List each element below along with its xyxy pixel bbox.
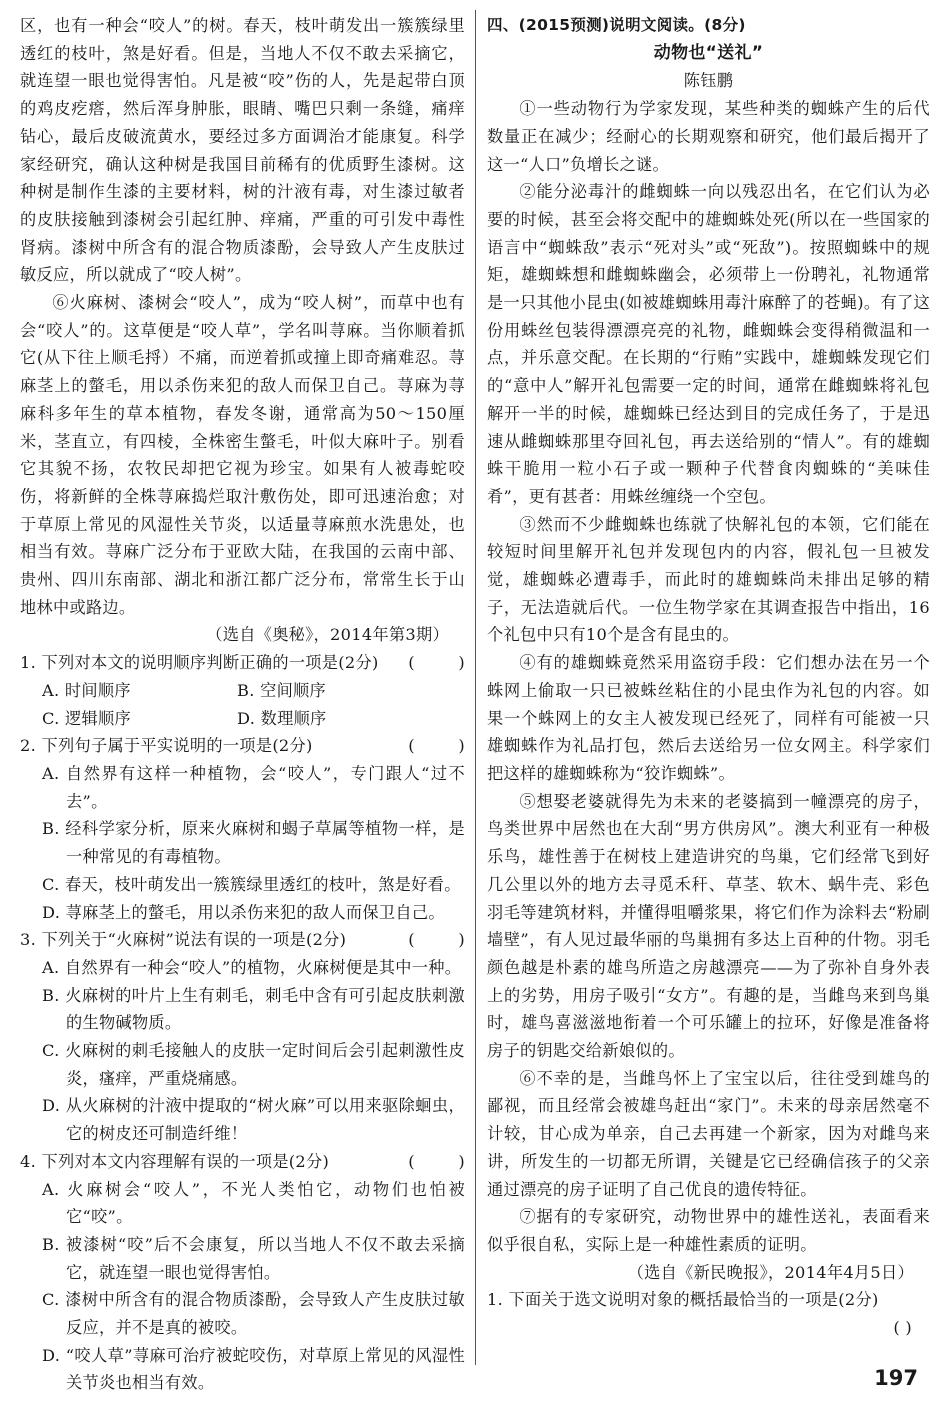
article-author: 陈钰鹏: [683, 71, 734, 91]
question-3-text: 3. 下列关于“火麻树”说法有误的一项是(2分): [20, 930, 347, 950]
question-1-text: 1. 下面关于选文说明对象的概括最恰当的一项是(2分): [487, 1290, 879, 1310]
option: C. 春天，枝叶萌发出一簇簇绿里透红的枝叶，煞是好看。: [42, 874, 461, 894]
question-3: [20, 926, 465, 954]
question-2-text: 2. 下列句子属于平实说明的一项是(2分): [20, 736, 313, 756]
paragraph-7: ⑦据有的专家研究，动物世界中的雄性送礼，表面看来似乎很自私，实际上是一种雄性素质的证明。: [487, 1207, 930, 1254]
answer-blank: ( ): [408, 736, 465, 756]
source-citation: （选自《新民晚报》，2014年4月5日）: [627, 1262, 914, 1282]
option: B. 经科学家分析，原来火麻树和蝎子草属等植物一样，是一种常见的有毒植物。: [42, 819, 465, 867]
question-4: [20, 1148, 465, 1176]
question-1-text: 1. 下列对本文的说明顺序判断正确的一项是(2分): [20, 653, 379, 673]
question-1-options-row-2: [20, 705, 465, 733]
paragraph-6: ⑥不幸的是，当雌鸟怀上了宝宝以后，往往受到雄鸟的鄙视，而且经常会被雄鸟赶出“家门”。未来的母亲居然毫不计较，甘心成为单亲，自己去再建一个新家，因为对雌鸟来讲，所发生的一切都无所谓，关键是它已经确信孩子的父亲通过漂亮的房子证明了自己优良的遗传特征。: [487, 1068, 930, 1199]
source-citation: （选自《奥秘》，2014年第3期）: [206, 625, 449, 645]
option: B. 空间顺序: [237, 680, 327, 700]
question-2: [20, 732, 465, 760]
left-column: [20, 12, 465, 1397]
right-column: [487, 12, 930, 1342]
paragraph-4: ④有的雄蜘蛛竟然采用盗窃手段：它们想办法在另一个蛛网上偷取一只已被蛛丝粘住的小昆虫作为礼包的内容。如果一个蛛网上的女主人被发现已经死了，同样有可能被一只雄蜘蛛作为礼品打包，然后去送给另一位女网主。科学家们把这样的雄蜘蛛称为“狡诈蜘蛛”。: [487, 653, 930, 783]
option: A. 自然界有这样一种植物，会“咬人”，专门跟人“过不去”。: [42, 763, 465, 811]
option: C. 漆树中所含有的混合物质漆酚，会导致人产生皮肤过敏反应，并不是真的被咬。: [42, 1290, 465, 1338]
paragraph-3: ③然而不少雌蜘蛛也练就了快解礼包的本领，它们能在较短时间里解开礼包并发现包内的内容，假礼包一旦被发觉，雄蜘蛛必遭毒手，而此时的雄蜘蛛尚未排出足够的精子，无法造就后代。一位生物学家在其调查报告中指出，16个礼包中只有10个是含有昆虫的。: [487, 514, 930, 645]
option: C. 火麻树的刺毛接触人的皮肤一定时间后会引起刺激性皮炎，瘙痒，严重烧痛感。: [42, 1041, 465, 1088]
option: A. 火麻树会“咬人”，不光人类怕它，动物们也怕被它“咬”。: [42, 1179, 465, 1227]
option: D. 从火麻树的汁液中提取的“树火麻”可以用来驱除蛔虫，它的树皮还可制造纤维！: [42, 1096, 465, 1144]
paragraph-continued: 区，也有一种会“咬人”的树。春天，枝叶萌发出一簇簇绿里透红的枝叶，煞是好看。但是，当地人不仅不敢去采摘它，就连望一眼也觉得害怕。凡是被“咬”伤的人，先是起带白顶的鸡皮疙瘩，然后浑身肿胀，眼睛、嘴巴只剩一条缝，痛痒钻心，最后皮破流黄水，要经过多方面调治才能康复。科学家经研究，确认这种树是我国目前稀有的优质野生漆树。这种树是制作生漆的主要材料，树的汁液有毒，对生漆过敏者的皮肤接触到漆树会引起红肿、痒痛，严重的可引发中毒性肾病。漆树中所含有的混合物质漆酚，会导致人产生皮肤过敏反应，所以就成了“咬人树”。: [20, 16, 465, 285]
option: D. 数理顺序: [237, 708, 327, 728]
paragraph-5: ⑤想娶老婆就得先为未来的老婆搞到一幢漂亮的房子，鸟类世界中居然也在大刮“男方供房风”。澳大利亚有一种极乐鸟，雄性善于在树枝上建造讲究的鸟巢，它们经常飞到好几公里以外的地方去寻觅禾秆、草茎、软木、蜗牛壳、彩色羽毛等建筑材料，并懂得咀嚼浆果，将它们作为涂料去“粉刷墙壁”，有人见过最华丽的鸟巢拥有多达上百种的什物。羽毛颜色越是朴素的雄鸟所造之房越漂亮——为了弥补自身外表上的劣势，用房子吸引“女方”。有趣的是，当雌鸟来到鸟巢时，雄鸟喜滋滋地衔着一个可乐罐上的拉环，好像是准备将房子的钥匙交给新娘似的。: [487, 791, 930, 1061]
paragraph-6: ⑥火麻树、漆树会“咬人”，成为“咬人树”，而草中也有会“咬人”的。这草便是“咬人草”，学名叫荨麻。当你顺着抓它(从下往上顺毛捋）不痛，而逆着抓或撞上即奇痛难忍。荨麻茎上的螫毛，用以杀伤来犯的敌人而保卫自己。荨麻为荨麻科多年生的草本植物，春发冬谢，通常高为50～150厘米，茎直立，有四棱，全株密生螫毛，叶似大麻叶子。别看它其貌不扬，农牧民却把它视为珍宝。如果有人被毒蛇咬伤，将新鲜的全株荨麻捣烂取汁敷伤处，即可迅速治愈；对于草原上常见的风湿性关节炎，以适量荨麻煎水洗患处，也相当有效。荨麻广泛分布于亚欧大陆，在我国的云南中部、贵州、四川东南部、湖北和浙江都广泛分布，常常生长于山地林中或路边。: [20, 293, 465, 617]
option: A. 自然界有一种会“咬人”的植物，火麻树便是其中一种。: [42, 957, 462, 977]
question-1: [20, 649, 465, 677]
answer-blank: ( ): [893, 1318, 912, 1338]
option: D. “咬人草”荨麻可治疗被蛇咬伤，对草原上常见的风湿性关节炎也相当有效。: [42, 1345, 465, 1393]
answer-blank: ( ): [408, 930, 465, 950]
option: C. 逻辑顺序: [42, 708, 131, 728]
option: A. 时间顺序: [42, 680, 131, 700]
page-number: 197: [874, 1366, 918, 1390]
paragraph-1: ①一些动物行为学家发现，某些种类的蜘蛛产生的后代数量正在减少；经耐心的长期观察和研究，他们最后揭开了这一“人口”负增长之谜。: [487, 99, 930, 174]
answer-blank: ( ): [408, 653, 465, 673]
paragraph-2: ②能分泌毒汁的雌蜘蛛一向以残忍出名，在它们认为必要的时候，甚至会将交配中的雄蜘蛛处死(所以在一些国家的语言中“蜘蛛敌”表示“死对头”或“死敌”)。按照蜘蛛中的规矩，雄蜘蛛想和雌蜘蛛幽会，必须带上一份聘礼，礼物通常是一只其他小昆虫(如被雄蜘蛛用毒汁麻醉了的苍蝇)。有了这份用蛛丝包装得漂漂亮亮的礼物，雌蜘蛛会变得稍微温和一点，并乐意交配。在长期的“行贿”实践中，雄蜘蛛发现它们的“意中人”解开礼包需要一定的时间，通常在雌蜘蛛将礼包解开一半的时候，雄蜘蛛已经达到目的完成任务了，于是迅速从雌蜘蛛那里夺回礼包，再去送给别的“情人”。有的雄蜘蛛干脆用一粒小石子或一颗种子代替食肉蜘蛛的“美味佳肴”，更有甚者：用蛛丝缠绕一个空包。: [487, 182, 930, 506]
question-4-text: 4. 下列对本文内容理解有误的一项是(2分): [20, 1151, 330, 1171]
column-divider: [475, 10, 476, 1365]
option: D. 荨麻茎上的螫毛，用以杀伤来犯的敌人而保卫自己。: [42, 902, 445, 922]
option: B. 火麻树的叶片上生有刺毛，刺毛中含有可引起皮肤刺激的生物碱物质。: [42, 985, 465, 1033]
article-title: 动物也“送礼”: [653, 42, 764, 63]
option: B. 被漆树“咬”后不会康复，所以当地人不仅不敢去采摘它，就连望一眼也觉得害怕。: [42, 1234, 465, 1282]
section-heading: 四、(2015预测)说明文阅读。(8分): [487, 16, 746, 34]
question-1-options-row-1: [20, 677, 465, 705]
answer-blank: ( ): [408, 1151, 465, 1171]
